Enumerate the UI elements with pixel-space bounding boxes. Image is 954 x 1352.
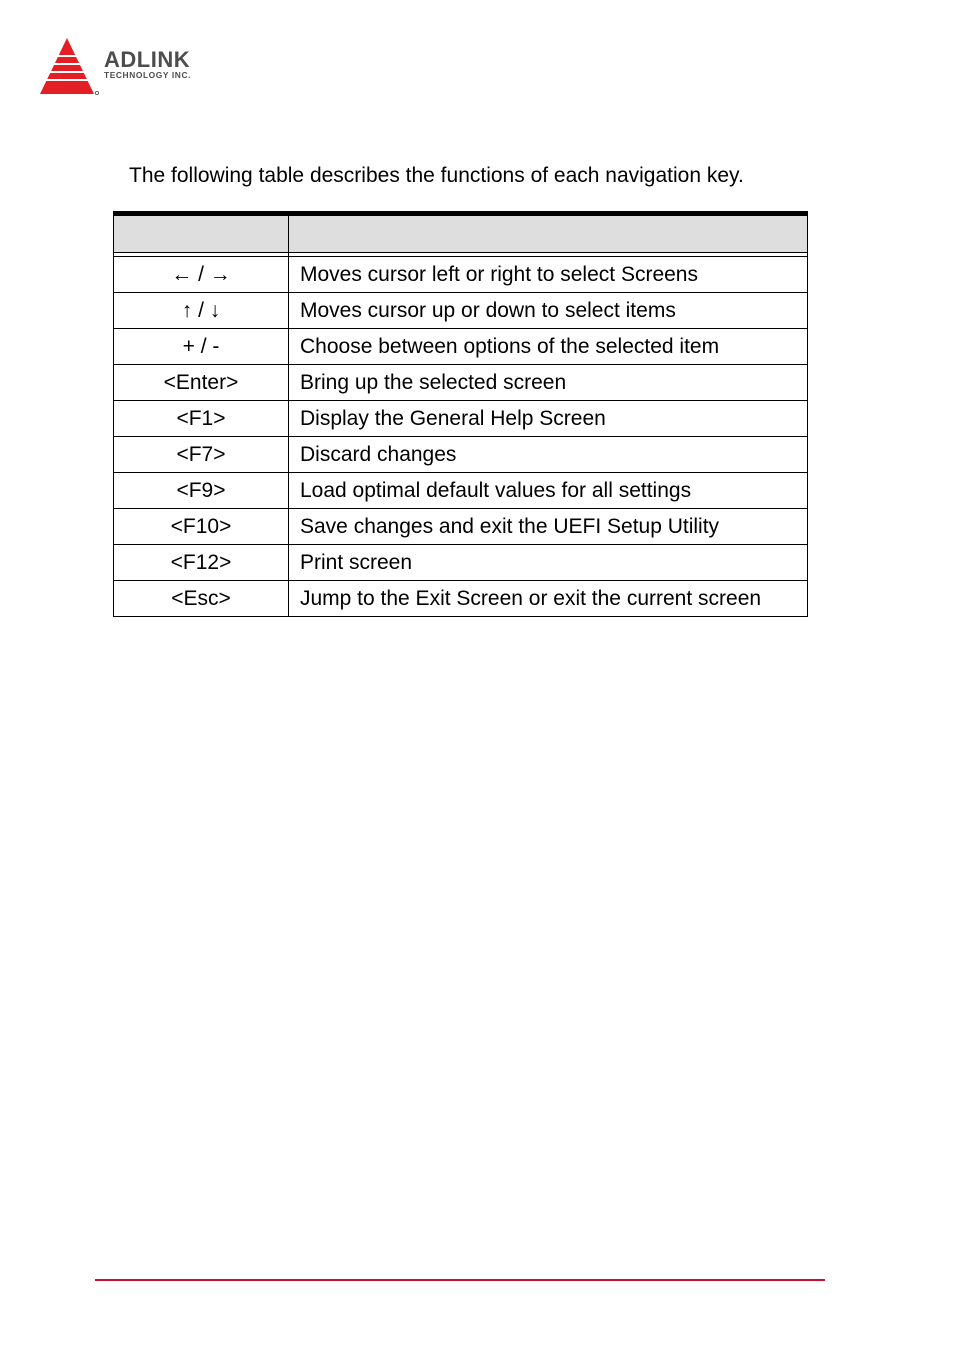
table-row xyxy=(114,437,808,473)
table-row xyxy=(114,401,808,437)
navigation-key-table xyxy=(113,211,808,617)
function-cell: Moves cursor up or down to select items xyxy=(289,293,808,329)
function-cell: Load optimal default values for all settings xyxy=(289,473,808,509)
function-cell: Print screen xyxy=(289,545,808,581)
function-cell: Discard changes xyxy=(289,437,808,473)
table-row xyxy=(114,257,808,293)
key-cell: <F1> xyxy=(114,401,289,437)
key-cell: <Esc> xyxy=(114,581,289,617)
table-row xyxy=(114,329,808,365)
brand-name: ADLINK xyxy=(104,47,191,72)
function-cell: Bring up the selected screen xyxy=(289,365,808,401)
intro-text: The following table describes the functions of each navigation key. xyxy=(129,164,744,187)
header-function xyxy=(289,214,808,253)
adlink-logo xyxy=(38,36,238,98)
table-row xyxy=(114,473,808,509)
key-cell: + / - xyxy=(114,329,289,365)
table-row xyxy=(114,509,808,545)
key-cell: <F9> xyxy=(114,473,289,509)
key-cell: ← / → xyxy=(114,257,289,293)
key-cell: ↑ / ↓ xyxy=(114,293,289,329)
table-row xyxy=(114,581,808,617)
adlink-triangle-icon xyxy=(38,36,102,98)
key-cell: <Enter> xyxy=(114,365,289,401)
footer-rule xyxy=(95,1279,825,1281)
table-row xyxy=(114,545,808,581)
table-row xyxy=(114,293,808,329)
function-cell: Save changes and exit the UEFI Setup Utility xyxy=(289,509,808,545)
function-cell: Jump to the Exit Screen or exit the current screen xyxy=(289,581,808,617)
table-header-row xyxy=(114,214,808,253)
table-row xyxy=(114,365,808,401)
function-cell: Choose between options of the selected item xyxy=(289,329,808,365)
key-cell: <F10> xyxy=(114,509,289,545)
function-cell: Display the General Help Screen xyxy=(289,401,808,437)
header-key xyxy=(114,214,289,253)
function-cell: Moves cursor left or right to select Screens xyxy=(289,257,808,293)
brand-tagline: TECHNOLOGY INC. xyxy=(104,70,192,80)
key-cell: <F7> xyxy=(114,437,289,473)
key-cell: <F12> xyxy=(114,545,289,581)
